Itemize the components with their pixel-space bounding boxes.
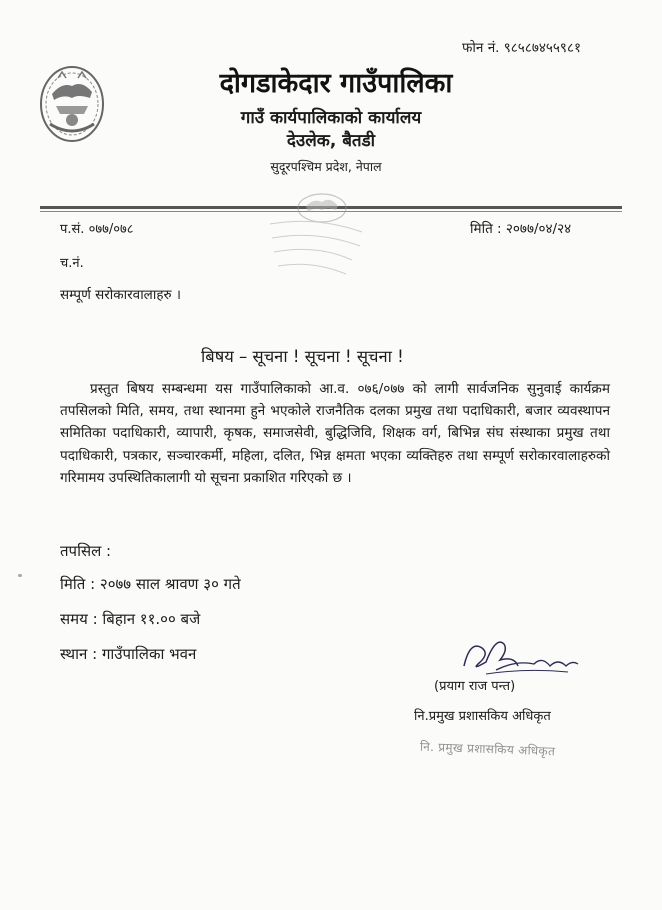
details-heading: तपसिल : xyxy=(60,542,112,560)
office-seal-stamp-icon xyxy=(262,190,372,282)
issue-date: मिति : २०७७/०४/२४ xyxy=(470,221,572,237)
detail-date-value: २०७७ साल श्रावण ३० गते xyxy=(99,575,241,593)
province-line: सुदूरपश्चिम प्रदेश, नेपाल xyxy=(270,159,382,174)
detail-time-label: समय : xyxy=(60,610,102,628)
nepal-government-emblem-icon xyxy=(38,64,106,144)
detail-venue xyxy=(60,644,196,664)
detail-venue-value: गाउँपालिका भवन xyxy=(101,645,197,663)
handwritten-signature-icon xyxy=(456,630,586,678)
notice-body: प्रस्तुत बिषय सम्बन्धमा यस गाउँपालिकाको आ.व. ०७६/०७७ को लागी सार्वजनिक सुनुवाई कार्यक्रम तपसिलको मिति, समय, तथा स्थानमा हुने भएकोले राजनैतिक दलका प्रमुख तथा पदाधिकारी, बजार व्यवस्थापन समितिका पदाधिकारी, व्यापारी, कृषक, समाजसेवी, बुद्धिजिवि, शिक्षक वर्ग, बिभिन्न संघ संस्थाका प्रमुख तथा पदाधिकारी, पत्रकार, सञ्चारकर्मी, महिला, दलित, भिन्न क्षमता भएका व्यक्तिहरु तथा सम्पूर्ण सरोकारवालाहरुको गरिमामय उपस्थितिकालागी यो सूचना प्रकाशित गरिएको छ । xyxy=(60,381,610,486)
phone-number: फोन नं. ९८५८७४५५९८१ xyxy=(462,40,581,56)
dispatch-number: च.नं. xyxy=(60,256,84,271)
office-name: दोगडाकेदार गाउँपालिका xyxy=(219,68,453,99)
signatory-title: नि.प्रमुख प्रशासकिय अधिकृत xyxy=(414,709,551,724)
office-type: गाउँ कार्यपालिकाको कार्यालय xyxy=(240,108,422,128)
detail-time xyxy=(60,609,200,629)
detail-date-label: मिति : xyxy=(60,575,100,593)
signatory-name: (प्रयाग राज पन्त) xyxy=(434,679,516,694)
detail-venue-label: स्थान : xyxy=(60,645,102,663)
signatory-stamp: नि. प्रमुख प्रशासकिय अधिकृत xyxy=(419,739,556,759)
reference-number: प.सं. ०७७/०७८ xyxy=(60,222,134,237)
recipient: सम्पूर्ण सरोकारवालाहरु । xyxy=(60,287,181,303)
detail-time-value: बिहान ११.०० बजे xyxy=(102,610,201,628)
notice-subject: बिषय – सूचना ! सूचना ! सूचना ! xyxy=(201,347,404,366)
paper-speck xyxy=(18,574,22,577)
office-location: देउलेक, बैतडी xyxy=(286,131,376,151)
detail-date xyxy=(60,574,241,594)
